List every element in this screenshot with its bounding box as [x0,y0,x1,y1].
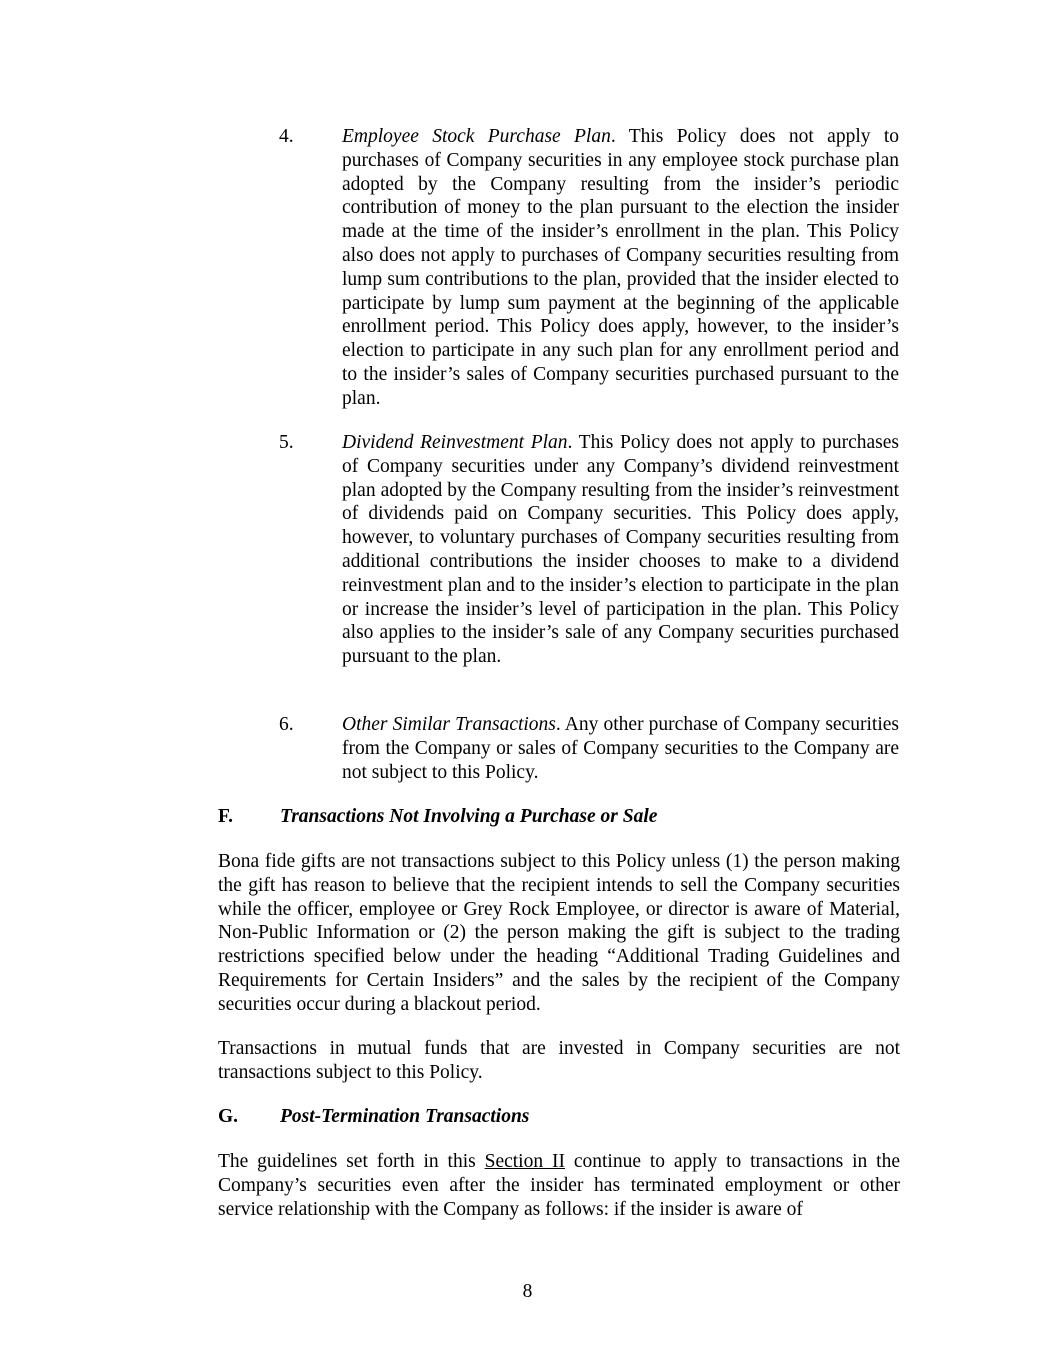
section-title: Transactions Not Involving a Purchase or Sale [280,806,658,827]
section-g-heading [218,1105,900,1129]
item-number: 4. [279,126,294,147]
page-number: 8 [522,1281,533,1302]
section-f-paragraph-2: Transactions in mutual funds that are invested in Company securities are not transactions subject to this Policy. [218,1038,900,1083]
list-item-dividend-reinvestment-plan [279,431,899,669]
list-item-employee-stock-purchase-plan [279,125,899,411]
item-text: . This Policy does not apply to purchases of Company securities in any employee stock purchase plan adopted by the Company resulting from the insider’s periodic contribution of money to the plan pursuant to the election the insider made at the time of the insider’s enrollment in the plan. This Policy also does not apply to purchases of Company securities resulting from lump sum contributions to the plan, provided that the insider elected to participate by lump sum payment at the beginning of the applicable enrollment period. This Policy does apply, however, to the insider’s election to participate in any such plan for any enrollment period and to the insider’s sales of Company securities purchased pursuant to the plan. [342,126,899,409]
item-body [342,125,899,411]
paragraph-text-after: continue to apply to transactions in the Company’s securities even after the insider has terminated employment or other service relationship with the Company as follows: if the insider is aware of [218,1151,900,1220]
paragraph-text-before: The guidelines set forth in this [218,1151,485,1172]
item-number: 6. [279,714,294,735]
item-title: Employee Stock Purchase Plan [342,126,611,147]
item-text: . Any other purchase of Company securities from the Company or sales of Company securities to the Company are not subject to this Policy. [342,714,899,783]
list-item-other-similar-transactions [279,713,899,784]
section-letter: F. [218,806,233,827]
section-g-paragraph [218,1150,900,1221]
section-f-heading [218,805,900,829]
section-title: Post-Termination Transactions [280,1106,530,1127]
item-title: Dividend Reinvestment Plan [342,432,568,453]
section-ii-reference: Section II [484,1151,565,1172]
item-number: 5. [279,432,294,453]
section-letter: G. [218,1106,239,1127]
section-f-paragraph-1: Bona fide gifts are not transactions subject to this Policy unless (1) the person making the gift has reason to believe that the recipient intends to sell the Company securities while the officer, employee or Grey Rock Employee, or director is aware of Material, Non-Public Information or (2) the person making the gift is subject to the trading restrictions specified below under the heading “Additional Trading Guidelines and Requirements for Certain Insiders” and the sales by the recipient of the Company securities occur during a blackout period. [218,851,900,1015]
item-text: . This Policy does not apply to purchases of Company securities under any Company’s dividend reinvestment plan adopted by the Company resulting from the insider’s reinvestment of dividends paid on Company securities. This Policy does apply, however, to voluntary purchases of Company securities resulting from additional contributions the insider chooses to make to a dividend reinvestment plan and to the insider’s election to participate in the plan or increase the insider’s level of participation in the plan. This Policy also applies to the insider’s sale of any Company securities purchased pursuant to the plan. [342,432,899,668]
item-body [342,713,899,784]
item-body [342,431,899,669]
item-title: Other Similar Transactions [342,714,556,735]
